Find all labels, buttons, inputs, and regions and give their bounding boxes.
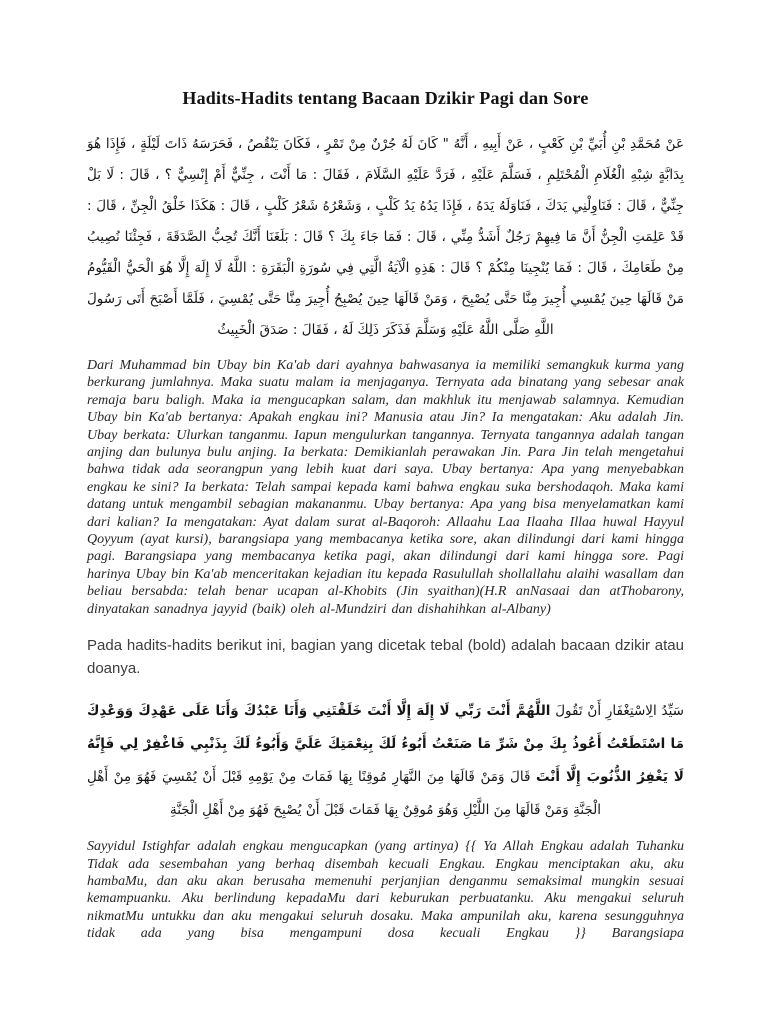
page-title: Hadits-Hadits tentang Bacaan Dzikir Pagi dan Sore: [182, 88, 589, 108]
arabic-hadith-1: عَنْ مُحَمَّدِ بْنِ أُبَيِّ بْنِ كَعْبٍ ، عَنْ أَبِيهِ ، أَنَّهُ " كَانَ لَهُ جُرْنٌ مِنْ تَمْرٍ ، فَكَانَ يَنْقُصُ ، فَحَرَسَهُ ذَاتَ لَيْلَةٍ ، فَإِذَا هُوَ بِدَابَّةٍ شِبْهِ الْغُلَامِ الْمُحْتَلِمِ ، فَسَلَّمَ عَلَيْهِ ، فَرَدَّ عَلَيْهِ السَّلَامَ ، فَقَالَ : مَا أَنْتَ ، جِنِّيٌّ أَمْ إِنْسِيٌّ ؟ ، قَالَ : لَا بَلْ جِنِّيٌّ ، قَالَ : فَنَاوِلْنِي يَدَكَ ، فَنَاوَلَهُ يَدَهُ ، فَإِذَا يَدُهُ يَدُ كَلْبٍ ، وَشَعْرُهُ شَعْرُ كَلْبٍ ، قَالَ : هَكَذَا خَلْقُ الْجِنِّ ، قَالَ : قَدْ عَلِمَتِ الْجِنُّ أَنَّ مَا فِيهِمْ رَجُلٌ أَشَدُّ مِنِّي ، قَالَ : فَمَا جَاءَ بِكَ ؟ قَالَ : بَلَغَنَا أَنَّكَ تُحِبُّ الصَّدَقَةَ ، فَجِئْنَا نُصِيبُ مِنْ طَعَامِكَ ، قَالَ : فَمَا يُنْجِينَا مِنْكُمْ ؟ قَالَ : هَذِهِ الْآيَةُ الَّتِي فِي سُورَةِ الْبَقَرَةِ : اللَّهُ لَا إِلَهَ إِلَّا هُوَ الْحَيُّ الْقَيُّومُ مَنْ قَالَهَا حِينَ يُمْسِي أُجِيرَ مِنَّا حَتَّى يُصْبِحَ ، وَمَنْ قَالَهَا حِينَ يُصْبِحُ أُجِيرَ مِنَّا حَتَّى يُمْسِيَ ، فَلَمَّا أَصْبَحَ أَتَى رَسُولَ اللَّهِ صَلَّى اللَّهُ عَلَيْهِ وَسَلَّمَ فَذَكَرَ ذَلِكَ لَهُ ، فَقَالَ : صَدَقَ الْخَبِيثُ: [87, 136, 684, 338]
bold-note-paragraph: Pada hadits-hadits berikut ini, bagian yang dicetak tebal (bold) adalah bacaan dzikir atau doanya.: [87, 637, 684, 678]
arabic-hadith-2-intro: سَيِّدُ الِاسْتِغْفَارِ أَنْ تَقُولَ: [550, 703, 684, 720]
translation-paragraph-2: Sayyidul Istighfar adalah engkau mengucapkan (yang artinya) {{ Ya Allah Engkau adalah Tuhanku Tidak ada sesembahan yang berhaq disembah kecuali Engkau. Engkau menciptakan aku, aku hambaMu, dan aku akan berusaha memenuhi perjanjian denganmu semaksimal mungkin sesuai kemampuanku. Aku berlindung kepadaMu dari keburukan perbuatanku. Aku mengakui seluruh nikmatMu untukku dan aku mengakui seluruh dosaku. Maka ampunilah aku, karena sesungguhnya tidak ada yang bisa mengampuni dosa kecuali Engkau }} Barangsiapa: [87, 839, 684, 942]
arabic-hadith-2-rest: قَالَ وَمَنْ قَالَهَا مِنَ النَّهَارِ مُوقِنًا بِهَا فَمَاتَ مِنْ يَوْمِهِ قَبْلَ أَنْ يُمْسِيَ فَهُوَ مِنْ أَهْلِ الْجَنَّةِ وَمَنْ قَالَهَا مِنَ اللَّيْلِ وَهُوَ مُوقِنٌ بِهَا فَمَاتَ قَبْلَ أَنْ يُصْبِحَ فَهُوَ مِنْ أَهْلِ الْجَنَّةِ: [87, 769, 601, 819]
arabic-hadith-2-dua-bold: اللَّهُمَّ أَنْتَ رَبِّي لَا إِلَهَ إِلَّا أَنْتَ خَلَقْتَنِي وَأَنَا عَبْدُكَ وَأَنَا عَلَى عَهْدِكَ وَوَعْدِكَ مَا اسْتَطَعْتُ أَعُوذُ بِكَ مِنْ شَرِّ مَا صَنَعْتُ أَبُوءُ لَكَ بِنِعْمَتِكَ عَلَيَّ وَأَبُوءُ لَكَ بِذَنْبِي فَاغْفِرْ لِي فَإِنَّهُ لَا يَغْفِرُ الذُّنُوبَ إِلَّا أَنْتَ: [87, 703, 684, 786]
arabic-hadith-2: [87, 695, 684, 827]
translation-paragraph-1: Dari Muhammad bin Ubay bin Ka'ab dari ayahnya bahwasanya ia memiliki semangkuk kurma yang berkurang jumlahnya. Maka suatu malam ia menjaganya. Ternyata ada binatang yang sebesar anak remaja baru baligh. Maka ia mengucapkan salam, dan makhluk itu menjawab salamnya. Kemudian Ubay bin Ka'ab bertanya: Apakah engkau ini? Manusia atau Jin? Ia mengatakan: Aku adalah Jin. Ubay berkata: Ulurkan tanganmu. Iapun mengulurkan tangannya. Ternyata tangannya adalah tangan anjing dan bulunya bulu anjing. Ia berkata: Demikianlah perawakan Jin. Para Jin telah mengetahui bahwa tidak ada seorangpun yang lebih kuat dari saya. Ubay bertanya: Apa yang menyebabkan engkau ke sini? Ia berkata: Telah sampai kepada kami bahwa engkau suka bershodaqoh. Maka kami datang untuk mengambil sebagian makananmu. Ubay bertanya: Apa yang bisa menyelamatkan kami dari kalian? Ia mengatakan: Ayat dalam surat al-Baqoroh: Allaahu Laa Ilaaha Illaa huwal Hayyul Qoyyum (ayat kursi), barangsiapa yang membacanya ketika sore, akan dilindungi dari kami hingga pagi. Barangsiapa yang membacanya ketika pagi, akan dilindungi dari kami hingga sore. Pagi harinya Ubay bin Ka'ab menceritakan kejadian itu kepada Rasulullah shollallahu alaihi wasallam dan beliau bersabda: telah benar ucapan al-Khobits (Jin syaithan)(H.R anNasaai dan atThobarony, dinyatakan sanadnya jayyid (baik) oleh al-Mundziri dan dishahihkan al-Albany): [87, 358, 684, 617]
